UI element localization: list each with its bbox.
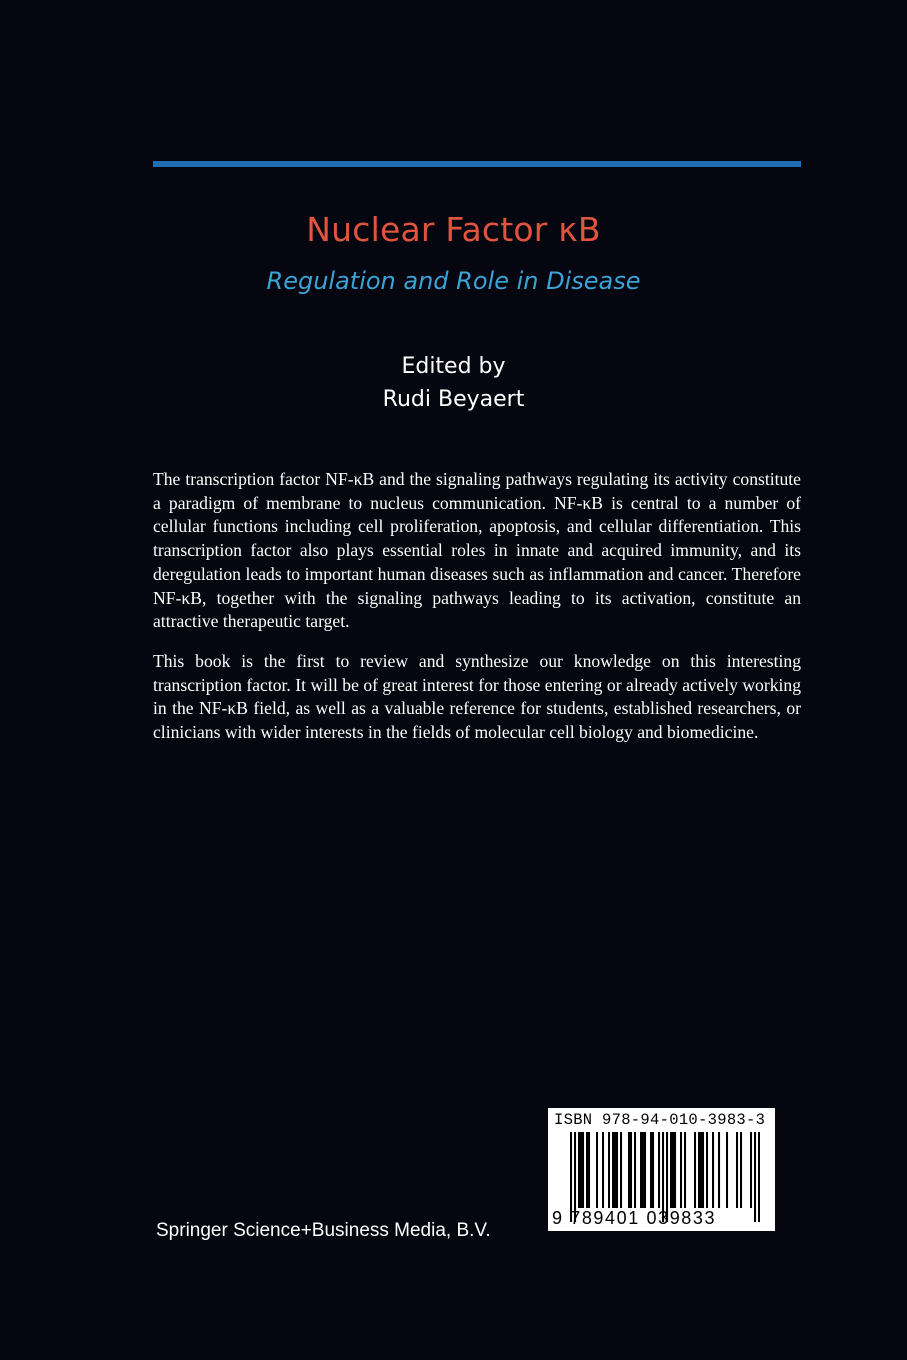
barcode-bar	[754, 1132, 756, 1222]
barcode-bar	[694, 1132, 696, 1208]
barcode-bar	[640, 1132, 642, 1208]
isbn-barcode	[548, 1108, 775, 1231]
barcode-bar	[614, 1132, 616, 1208]
barcode-bar	[702, 1132, 704, 1208]
barcode-bar	[602, 1132, 604, 1208]
barcode-bar	[680, 1132, 682, 1208]
barcode-bar	[706, 1132, 708, 1208]
barcode-bar	[586, 1132, 588, 1208]
barcode-digits: 9 789401 039833	[552, 1208, 717, 1228]
book-subtitle: Regulation and Role in Disease	[266, 267, 641, 295]
barcode-bar	[628, 1132, 630, 1208]
top-rule	[153, 161, 801, 167]
barcode-bar	[634, 1132, 636, 1208]
barcode-bar	[658, 1132, 660, 1208]
barcode-bar	[758, 1132, 760, 1222]
barcode-bar	[650, 1132, 652, 1208]
isbn-label: ISBN 978-94-010-3983-3	[554, 1111, 766, 1129]
barcode-bar	[578, 1132, 580, 1208]
publisher-name: Springer Science+Business Media, B.V.	[156, 1220, 491, 1241]
description-paragraph-2: This book is the first to review and synthesize our knowledge on this interesting transcription factor. It will be of great interest for those entering or already actively working in the NF-κB field, as well as a valuable reference for students, established researchers, or clinicians with wider interests in the fields of molecular cell biology and biomedicine.	[153, 651, 801, 743]
barcode-bar	[700, 1132, 702, 1208]
barcode-bar	[620, 1132, 622, 1208]
barcode-bar	[596, 1132, 598, 1208]
barcode-bar	[712, 1132, 714, 1208]
barcode-bar	[698, 1132, 700, 1208]
barcode-bar	[674, 1132, 676, 1208]
barcode-bar	[582, 1132, 584, 1208]
barcode-bar	[670, 1132, 672, 1208]
barcode-bar	[580, 1132, 582, 1208]
barcode-bar	[630, 1132, 632, 1208]
barcode-bar	[652, 1132, 654, 1208]
barcode-bar	[718, 1132, 720, 1208]
book-title: Nuclear Factor κB	[306, 210, 601, 249]
barcode-bar	[642, 1132, 644, 1208]
barcode-bar	[612, 1132, 614, 1208]
barcode-bar	[736, 1132, 738, 1208]
barcode-bar	[672, 1132, 674, 1208]
barcode-bar	[588, 1132, 590, 1208]
barcode-bar	[684, 1132, 686, 1208]
barcode-bar	[644, 1132, 646, 1208]
edited-by-label: Edited by	[401, 354, 506, 379]
barcode-bar	[726, 1132, 728, 1208]
barcode-bar	[608, 1132, 610, 1208]
barcode-bar	[616, 1132, 618, 1208]
barcode-bar	[740, 1132, 742, 1208]
barcode-bar	[750, 1132, 752, 1208]
editor-name: Rudi Beyaert	[382, 387, 525, 412]
description-paragraph-1: The transcription factor NF-κB and the signaling pathways regulating its activity constitute a paradigm of membrane to nucleus communication. NF-κB is central to a number of cellular functions including cell proliferation, apoptosis, and cellular differentiation. This transcription factor also plays essential roles in innate and acquired immunity, and its deregulation leads to important human diseases such as inflammation and cancer. Therefore NF-κB, together with the signaling pathways leading to its activation, constitute an attractive therapeutic target.	[153, 469, 801, 632]
